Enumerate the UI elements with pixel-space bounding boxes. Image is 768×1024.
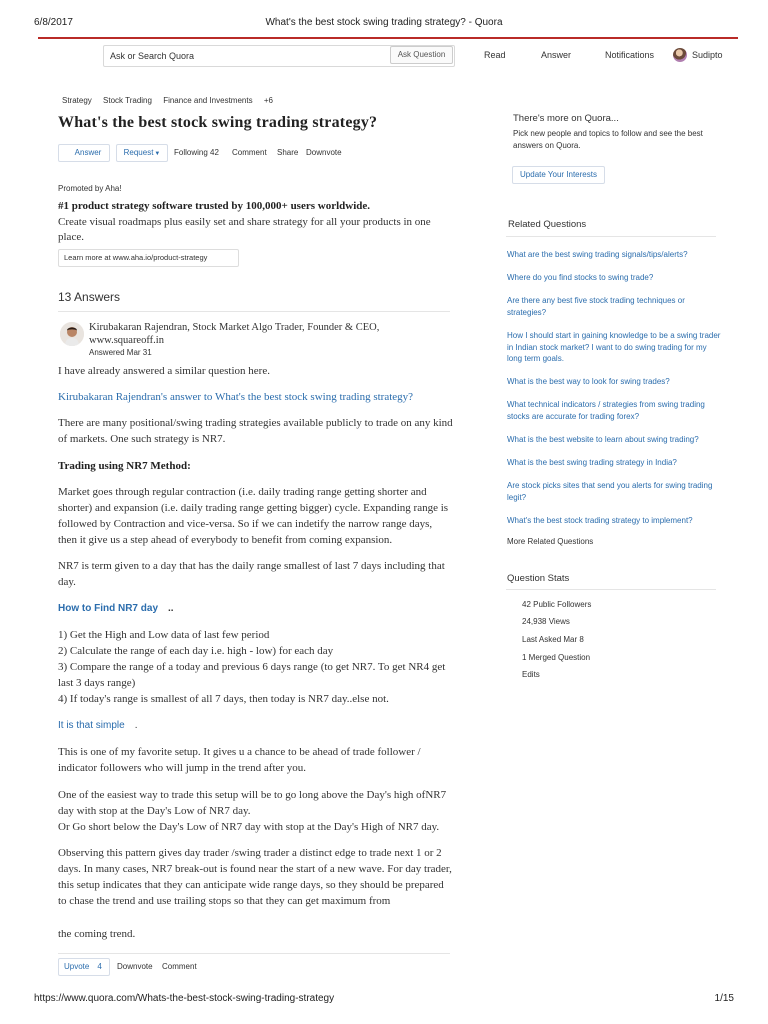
answer-paragraph: One of the easiest way to trade this setup will be to go long above the Day's high ofNR7 day with stop at the Day's Low of NR7 day.: [58, 789, 447, 817]
comment-button[interactable]: Comment: [232, 148, 267, 157]
print-footer: [34, 993, 734, 1007]
answer-paragraph: I have already answered a similar question here.: [58, 365, 270, 377]
stat-views: 24,938 Views: [522, 617, 570, 626]
update-interests-button[interactable]: Update Your Interests: [512, 166, 605, 184]
how-to-find-link: How to Find NR7 day: [58, 603, 158, 614]
upvote-button[interactable]: [58, 958, 110, 976]
print-header: [34, 17, 734, 31]
stat-last-asked: Last Asked Mar 8: [522, 635, 584, 644]
answer-downvote-button[interactable]: Downvote: [117, 962, 153, 971]
top-navigation: [0, 45, 768, 67]
print-title: What's the best stock swing trading strategy? - Quora: [265, 17, 503, 28]
more-related-questions-link[interactable]: More Related Questions: [507, 537, 594, 546]
divider: [58, 311, 450, 312]
nav-answer[interactable]: Answer: [541, 50, 572, 60]
print-page-number: 1/15: [714, 993, 734, 1004]
answer-link[interactable]: Kirubakaran Rajendran's answer to What's the best stock swing trading strategy?: [58, 391, 414, 403]
downvote-button[interactable]: Downvote: [306, 148, 342, 157]
answer-button-label: Answer: [74, 148, 102, 157]
ellipsis: ..: [168, 603, 174, 614]
more-on-quora-title: There's more on Quora...: [513, 113, 619, 124]
answer-link[interactable]: [58, 601, 453, 617]
upvote-count: 4: [97, 962, 102, 971]
caret-down-icon: ▼: [154, 151, 161, 157]
answer-link[interactable]: [58, 718, 453, 734]
answered-date: Answered Mar 31: [89, 348, 152, 357]
answer-button[interactable]: [58, 144, 110, 162]
question-stats-heading: Question Stats: [507, 573, 570, 584]
related-question-link[interactable]: What's the best stock trading strategy to implement?: [507, 516, 693, 525]
topic-stock-trading[interactable]: Stock Trading: [103, 96, 152, 105]
print-url: https://www.quora.com/Whats-the-best-stock-swing-trading-strategy: [34, 993, 335, 1004]
stat-edits[interactable]: Edits: [522, 670, 540, 679]
answer-paragraph: There are many positional/swing trading strategies available publicly to trade on any kind of markets. One such strategy is NR7.: [58, 417, 453, 445]
request-button-label: Request: [123, 148, 154, 157]
share-button[interactable]: Share: [277, 148, 299, 157]
answer-paragraph: the coming trend.: [58, 928, 136, 940]
stat-followers[interactable]: 42 Public Followers: [522, 600, 592, 609]
answer-paragraph: Market goes through regular contraction (i.e. daily trading range getting shorter and shorter) and expansion (i.e. daily trading range getting bigger) cycle. Expanding range is followed by Contraction and vice-versa. So if we can indetify the narrow range days, then it give us a step ahead of everybody to benefit from coming expansion.: [58, 486, 449, 546]
answer-list-item: 3) Compare the range of a today and previous 6 days range (to get NR7. To get NR4 get last 3 days range): [58, 661, 446, 689]
divider: [506, 236, 716, 237]
related-question-link[interactable]: How I should start in gaining knowledge to be a swing trader in Indian stock market? I want to do swing trading for my long term goals.: [507, 331, 721, 363]
promo-body: Create visual roadmaps plus easily set and share strategy for all your products in one place.: [58, 216, 431, 243]
answer-paragraph: This is one of my favorite setup. It gives u a chance to be ahead of trade follower / indicator followers who will jump in the trend after you.: [58, 746, 421, 774]
promo-headline: #1 product strategy software trusted by 100,000+ users worldwide.: [58, 200, 371, 212]
related-question-link[interactable]: What is the best website to learn about swing trading?: [507, 435, 699, 444]
related-question-link[interactable]: What technical indicators / strategies from swing trading stocks are accurate for trading forex?: [507, 400, 705, 421]
following-button[interactable]: Following 42: [174, 148, 219, 157]
request-button[interactable]: [116, 144, 168, 162]
brand-rule: [38, 37, 738, 39]
search-placeholder: Ask or Search Quora: [110, 51, 195, 61]
related-questions-heading: Related Questions: [508, 219, 587, 230]
author-name[interactable]: Kirubakaran Rajendran, Stock Market Algo Trader, Founder & CEO, www.squareoff.in: [89, 322, 380, 346]
answer-paragraph: Or Go short below the Day's Low of NR7 day with stop at the Day's High of NR7 day.: [58, 821, 440, 833]
topic-list: [62, 96, 282, 105]
user-avatar[interactable]: [673, 48, 687, 62]
topic-more[interactable]: +6: [263, 96, 273, 105]
nav-read[interactable]: Read: [484, 50, 506, 60]
answer-paragraph: NR7 is term given to a day that has the daily range smallest of last 7 days including that day.: [58, 560, 445, 588]
print-date: 6/8/2017: [34, 17, 73, 28]
author-photo: [60, 322, 84, 346]
related-question-link[interactable]: What is the best way to look for swing trades?: [507, 377, 670, 386]
stat-merged[interactable]: 1 Merged Question: [522, 653, 591, 662]
ask-question-button[interactable]: Ask Question: [390, 46, 453, 64]
divider: [506, 589, 716, 590]
related-question-link[interactable]: Are stock picks sites that send you alerts for swing trading legit?: [507, 481, 713, 502]
promo-link-button[interactable]: Learn more at www.aha.io/product-strategy: [58, 249, 239, 267]
divider: [58, 953, 450, 954]
nav-user-name[interactable]: Sudipto: [692, 50, 723, 60]
more-on-quora-body: Pick new people and topics to follow and see the best answers on Quora.: [513, 129, 703, 150]
related-question-link[interactable]: Where do you find stocks to swing trade?: [507, 273, 654, 282]
upvote-label: Upvote: [64, 962, 90, 971]
nav-notifications[interactable]: Notifications: [605, 50, 655, 60]
related-question-link[interactable]: What is the best swing trading strategy in India?: [507, 458, 677, 467]
answers-count: 13 Answers: [58, 290, 121, 304]
topic-finance[interactable]: Finance and Investments: [163, 96, 253, 105]
promoted-by: Promoted by Aha!: [58, 184, 122, 193]
period: .: [134, 720, 138, 731]
question-title: What's the best stock swing trading strategy?: [58, 114, 378, 131]
simple-link: It is that simple: [58, 720, 125, 731]
answer-paragraph: Observing this pattern gives day trader /swing trader a distinct edge to trade next 1 or 2 days. In many cases, NR7 break-out is found near the start of a new wave. For day trader, this setup indicates that they can anticipate wide range days, so they should be prepared to chase the trend and use trailing stops so that they can get maximum from: [58, 847, 452, 907]
related-question-link[interactable]: Are there any best five stock trading techniques or strategies?: [507, 296, 685, 317]
answer-list-item: 4) If today's range is smallest of all 7 days, then today is NR7 day..else not.: [58, 693, 389, 705]
answer-comment-button[interactable]: Comment: [162, 962, 197, 971]
topic-strategy[interactable]: Strategy: [62, 96, 92, 105]
answer-subheading: Trading using NR7 Method:: [58, 460, 191, 472]
answer-list-item: 2) Calculate the range of each day i.e. high - low) for each day: [58, 645, 334, 657]
author-avatar[interactable]: [60, 322, 84, 346]
related-question-link[interactable]: What are the best swing trading signals/tips/alerts?: [507, 250, 688, 259]
answer-list-item: 1) Get the High and Low data of last few period: [58, 629, 270, 641]
